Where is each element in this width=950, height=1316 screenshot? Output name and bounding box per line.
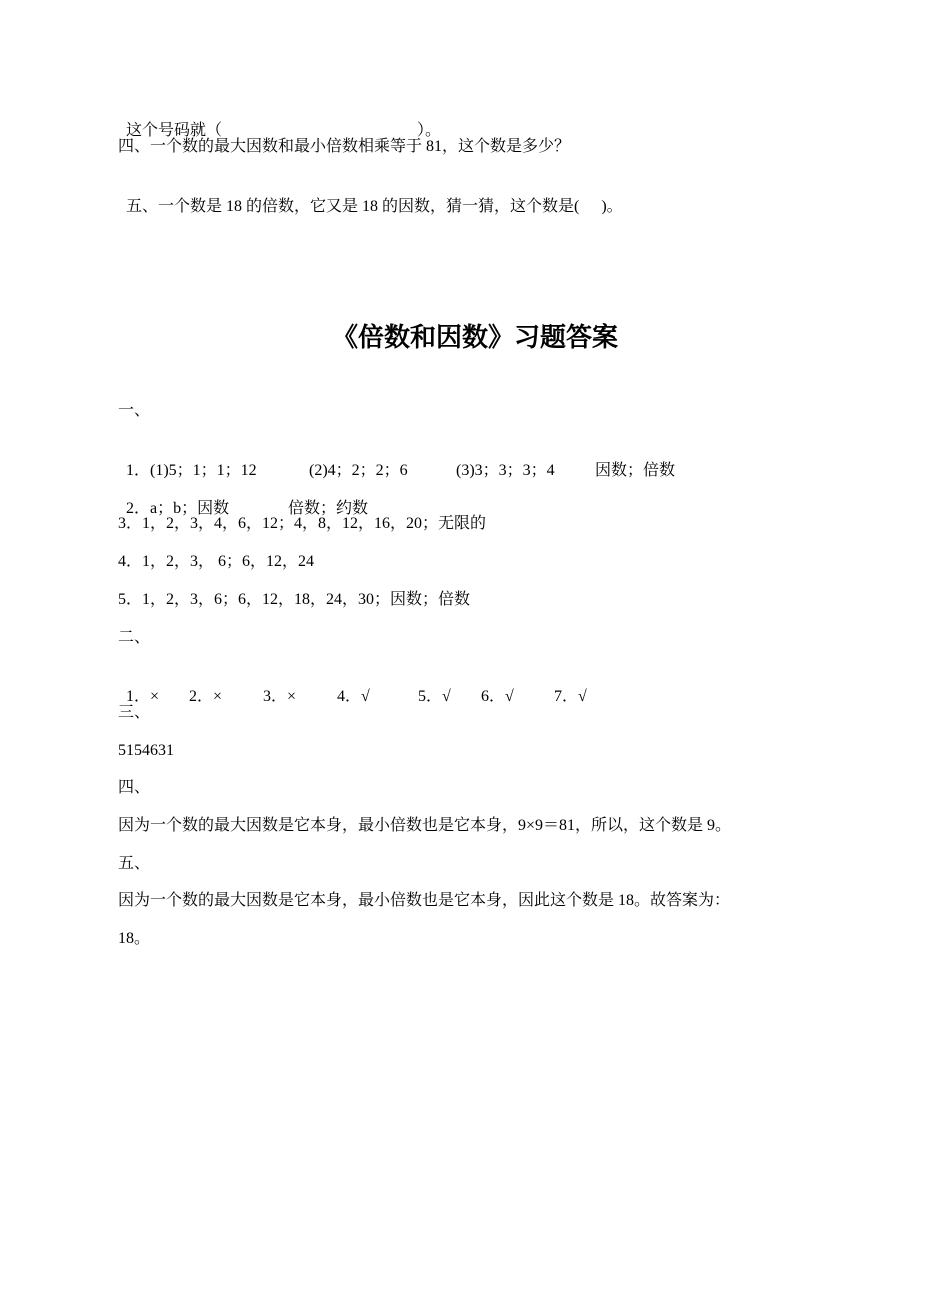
- mark-item: 6．√: [481, 688, 514, 705]
- section1-item5: 5．1，2，3，6；6，12，18，24，30；因数；倍数: [118, 591, 471, 608]
- answers-title: 《倍数和因数》习题答案: [331, 323, 618, 353]
- q5-suffix: )。: [601, 198, 623, 215]
- section1-heading: 一、: [118, 402, 151, 419]
- item2-part-a: 2．a；b；因数: [126, 500, 230, 517]
- q5-text: 五、一个数是 18 的倍数，它又是 18 的因数，猜一猜，这个数是(: [126, 198, 580, 215]
- q4-line: 四、一个数的最大因数和最小倍数相乘等于 81，这个数是多少？: [118, 138, 571, 155]
- section1-item3: 3．1，2，3，4，6，12；4，8，12，16，20；无限的: [118, 515, 487, 532]
- mark-item: 2．×: [189, 688, 223, 705]
- section3-heading: 三、: [118, 704, 151, 721]
- mark-item: 1．×: [126, 688, 160, 705]
- item1-part-c: (3)3；3；3；4: [456, 462, 555, 479]
- section1-item4: 4．1，2，3， 6；6，12，24: [118, 553, 315, 570]
- section3-answer: 5154631: [118, 742, 174, 759]
- section4-answer: 因为一个数的最大因数是它本身，最小倍数也是它本身，9×9＝81，所以，这个数是 9。: [118, 817, 732, 834]
- mark-item: 3．×: [263, 688, 297, 705]
- section5-heading: 五、: [118, 855, 151, 872]
- section5-answer-line2: 18。: [118, 930, 151, 947]
- section5-answer-line1: 因为一个数的最大因数是它本身，最小倍数也是它本身，因此这个数是 18。故答案为：: [118, 892, 731, 909]
- item1-part-b: (2)4；2；2；6: [309, 462, 408, 479]
- mark-item: 4．√: [337, 688, 370, 705]
- mark-item: 7．√: [554, 688, 587, 705]
- mark-item: 5．√: [418, 688, 451, 705]
- q5-line: [118, 174, 623, 218]
- item1-part-d: 因数；倍数: [595, 462, 676, 479]
- section2-heading: 二、: [118, 629, 151, 646]
- item2-part-b: 倍数；约数: [288, 500, 369, 517]
- section4-heading: 四、: [118, 779, 151, 796]
- item1-part-a: 1．(1)5；1；1；12: [126, 462, 257, 479]
- q3-suffix: ）。: [417, 122, 442, 139]
- section2-marks: [118, 664, 587, 708]
- q3-prefix: 这个号码就（: [126, 122, 223, 139]
